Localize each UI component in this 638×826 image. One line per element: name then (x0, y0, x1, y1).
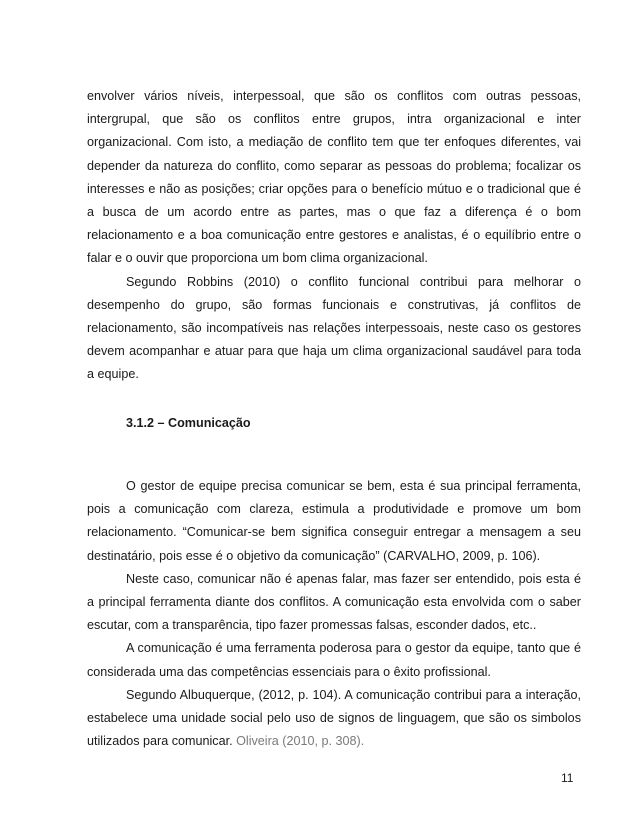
section-heading: 3.1.2 – Comunicação (126, 416, 251, 430)
page-number: 11 (561, 771, 574, 785)
oliveira-citation: Oliveira (2010, p. 308). (236, 734, 365, 749)
paragraph-ferramenta: A comunicação é uma ferramenta poderosa para o gestor da equipe, tanto que é considerada uma das competências essenciais para o êxito profissional. (87, 641, 581, 679)
text-block-conflicts (87, 85, 581, 387)
paragraph-comunicar: Neste caso, comunicar não é apenas falar, mas fazer ser entendido, pois esta é a principal ferramenta diante dos conflitos. A comunicação esta envolvida com o saber escutar, com a transparência, tipo fazer promessas falsas, esconder dados, etc.. (87, 571, 581, 633)
paragraph-gestor: O gestor de equipe precisa comunicar se bem, esta é sua principal ferramenta, pois a comunicação com clareza, estimula a produtividade e promove um bom relacionamento. “Comunicar-se bem significa conseguir entregar a mensagem a seu destinatário, pois esse é o objetivo da comunicação” (CARVALHO, 2009, p. 106). (87, 479, 581, 563)
paragraph-albuquerque (87, 684, 581, 754)
paragraph-robbins: Segundo Robbins (2010) o conflito funcional contribui para melhorar o desempenho do grupo, são formas funcionais e construtivas, já conflitos de relacionamento, são incompatíveis nas relações interpessoais, neste caso os gestores devem acompanhar e atuar para que haja um clima organizacional saudável para toda a equipe. (87, 274, 581, 382)
text-block-communication (87, 475, 581, 753)
paragraph-conflict-levels: envolver vários níveis, interpessoal, que são os conflitos com outras pessoas, intergrupal, que são os conflitos entre grupos, intra organizacional e inter organizacional. Com isto, a mediação de conflito tem que ter enfoques diferentes, vai depender da natureza do conflito, como separar as pessoas do problema; focalizar os interesses e não as posições; criar opções para o benefício mútuo e o tradicional que é a busca de um acordo entre as partes, mas o que faz a diferença é o bom relacionamento e a boa comunicação entre gestores e analistas, é o equilíbrio entre o falar e o ouvir que proporciona um bom clima organizacional. (87, 89, 581, 266)
albuquerque-text: Segundo Albuquerque, (2012, p. 104). A comunicação contribui para a interação, estabelece uma unidade social pelo uso de signos de linguagem, que são os simbolos utilizados para comunicar. (87, 687, 581, 749)
